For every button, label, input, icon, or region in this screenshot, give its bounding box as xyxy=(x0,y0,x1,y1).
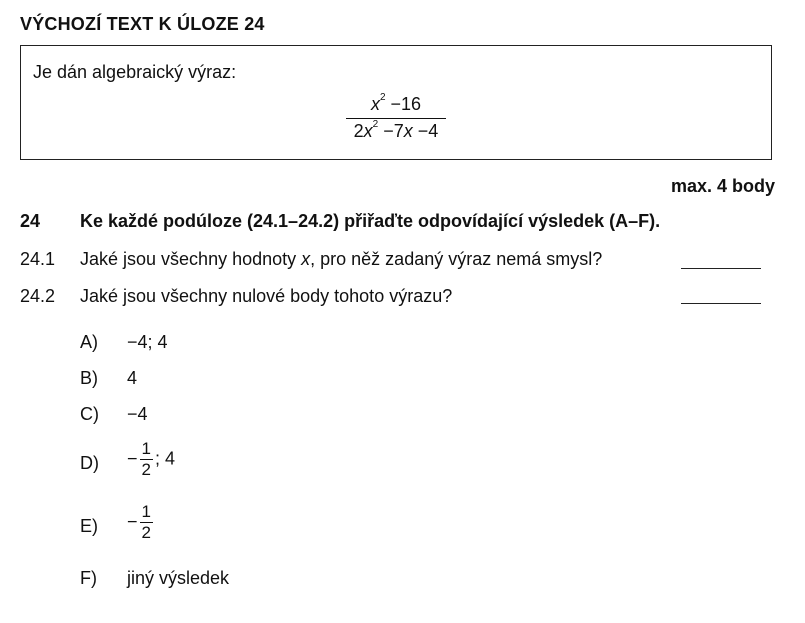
option-suffix: ; 4 xyxy=(154,448,175,469)
fraction-denominator: 2 xyxy=(141,523,151,542)
option-value xyxy=(127,502,155,543)
question-text: Ke každé podúloze (24.1–24.2) přiřaďte odpovídající výsledek (A–F). xyxy=(80,211,661,231)
denominator-variable: x xyxy=(363,121,373,141)
box-intro-text: Je dán algebraický výraz: xyxy=(33,62,237,82)
fraction-numerator: 1 xyxy=(141,502,151,521)
subquestion-number: 24.2 xyxy=(20,286,56,306)
max-points: max. 4 body xyxy=(670,176,775,196)
option-value: −4; 4 xyxy=(127,332,168,352)
question-number: 24 xyxy=(20,211,41,231)
option-sign: − xyxy=(127,511,138,532)
numerator-variable: x xyxy=(370,94,380,114)
option-letter: D) xyxy=(80,453,99,473)
subquestion-number: 24.1 xyxy=(20,249,56,269)
task-heading: VÝCHOZÍ TEXT K ÚLOZE 24 xyxy=(20,14,265,34)
option-value: 4 xyxy=(127,368,138,388)
subquestion-variable: x xyxy=(301,249,311,269)
option-sign: − xyxy=(127,448,138,469)
fraction-denominator: 2 xyxy=(141,460,151,479)
fraction-numerator: 1 xyxy=(141,439,151,458)
denominator-coefficient: 2 xyxy=(353,121,364,141)
subquestion-text-part: , pro něž zadaný výraz nemá smysl? xyxy=(310,249,603,269)
subquestion-text xyxy=(80,249,602,270)
expression-numerator xyxy=(346,94,446,118)
subquestion-text: Jaké jsou všechny nulové body tohoto výrazu? xyxy=(80,286,453,306)
numerator-constant: −16 xyxy=(390,94,422,114)
denominator-exponent: 2 xyxy=(372,119,379,130)
answer-blank-24-2[interactable] xyxy=(681,303,761,304)
option-fraction xyxy=(140,502,153,543)
option-fraction xyxy=(140,439,153,480)
option-letter: A) xyxy=(80,332,98,352)
option-letter: C) xyxy=(80,404,99,424)
denominator-constant: −4 xyxy=(417,121,439,141)
option-letter: B) xyxy=(80,368,98,388)
option-letter: F) xyxy=(80,568,97,588)
source-text-box xyxy=(20,45,772,160)
numerator-exponent: 2 xyxy=(379,92,386,103)
option-value xyxy=(127,439,175,480)
subquestion-text-part: Jaké jsou všechny hodnoty xyxy=(80,249,302,269)
denominator-variable-2: x xyxy=(403,121,413,141)
option-letter: E) xyxy=(80,516,98,536)
denominator-linear-coef: −7 xyxy=(383,121,404,141)
answer-blank-24-1[interactable] xyxy=(681,268,761,269)
algebraic-expression xyxy=(346,94,446,142)
option-value: −4 xyxy=(127,404,148,424)
option-value: jiný výsledek xyxy=(127,568,230,588)
expression-denominator xyxy=(346,119,446,142)
